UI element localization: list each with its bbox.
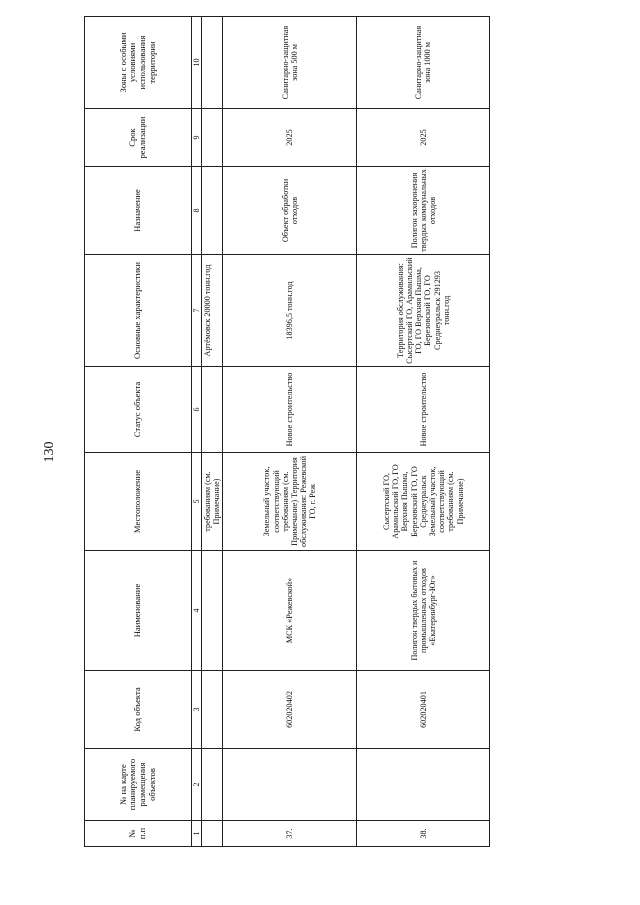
page-number: 130 [42,441,57,463]
header-cell: Наименование [85,551,192,671]
object-characteristics: Территория обслуживания: Сысертский ГО, Арамильский ГО, ГО Верхняя Пышма, Березовский ГО, ГО Среднеуральск 291293 тонн.год [357,255,490,367]
object-name: Полигон твердых бытовых и промышленных отходов «Екатеринбург-Юг» [357,551,490,671]
header-cell: Статус объекта [85,367,192,453]
object-term: 2025 [357,109,490,167]
header-cell: Назначение [85,167,192,255]
object-name: МСК «Режевской» [223,551,357,671]
map-number [223,749,357,821]
column-number: 2 [192,749,202,821]
object-zones: Санитарно-защитная зона 1000 м [357,17,490,109]
column-number: 6 [192,367,202,453]
header-cell: № на карте планируемого размещения объектов [85,749,192,821]
continuation-characteristics: Артёмовск 20000 тонн.год [202,255,223,367]
map-number [357,749,490,821]
object-purpose: Объект обработки отходов [223,167,357,255]
object-location: Сысертский ГО, Арамильский ГО, ГО Верхняя Пышма, Березовский ГО, ГО Среднеуральск Земельный участок, соответствующий требованиям (см. Примечание) [357,453,490,551]
object-code: 602020401 [357,671,490,749]
header-cell: Основные характеристики [85,255,192,367]
rotated-table-container [84,17,478,847]
header-row [85,17,192,847]
column-number: 1 [192,821,202,847]
header-cell: Срок реализации [85,109,192,167]
column-number: 10 [192,17,202,109]
column-number: 8 [192,167,202,255]
header-cell: Код объекта [85,671,192,749]
object-status: Новое строительство [223,367,357,453]
objects-table [84,16,490,847]
header-cell: № п.п [85,821,192,847]
object-term: 2025 [223,109,357,167]
object-location: Земельный участок, соответствующий требованиям (см. Примечание) Территория обслуживания: Режевской ГО, г. Реж [223,453,357,551]
object-code: 602020402 [223,671,357,749]
continuation-row [202,17,223,847]
column-number: 5 [192,453,202,551]
object-purpose: Полигон захоронения твердых коммунальных отходов [357,167,490,255]
object-zones: Санитарно-защитная зона 500 м [223,17,357,109]
column-number: 3 [192,671,202,749]
column-number: 9 [192,109,202,167]
column-number-row [192,17,202,847]
table-row [223,17,357,847]
header-cell: Зоны с особыми условиями использования территории [85,17,192,109]
object-status: Новое строительство [357,367,490,453]
row-number: 37. [223,821,357,847]
header-cell: Местоположение [85,453,192,551]
column-number: 4 [192,551,202,671]
table-row [357,17,490,847]
column-number: 7 [192,255,202,367]
row-number: 38. [357,821,490,847]
object-characteristics: 18396,5 тонн.год [223,255,357,367]
continuation-location: требованиям (см. Примечание) [202,453,223,551]
